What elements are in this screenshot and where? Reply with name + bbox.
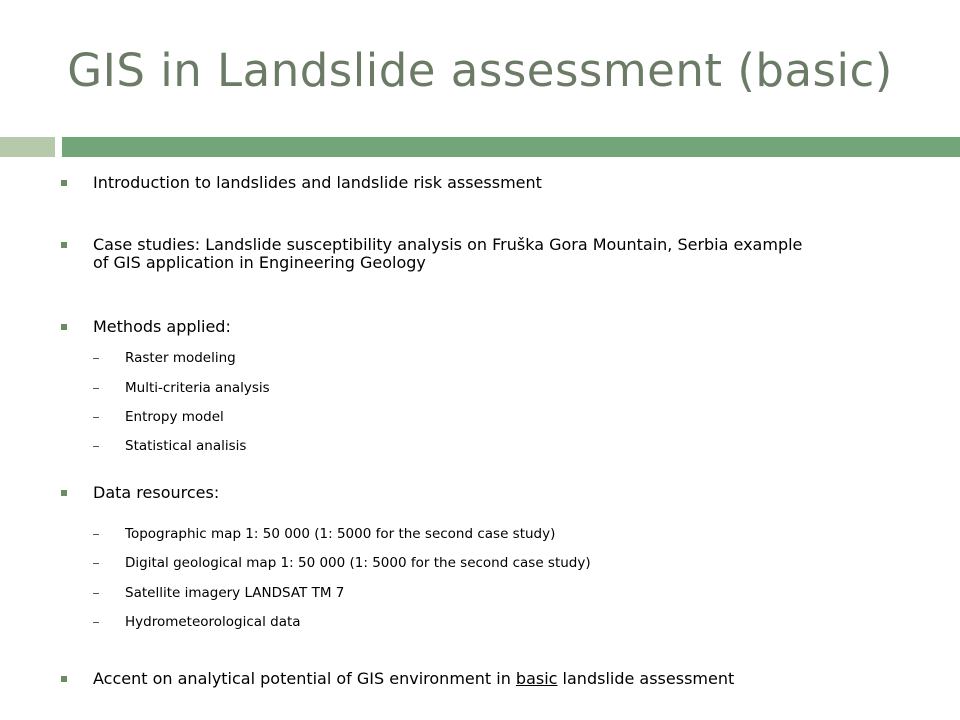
- bullet-methods-applied: Methods applied:: [93, 317, 231, 336]
- sub-item-raster-modeling: Raster modeling: [125, 350, 236, 366]
- accent-text-after: landslide assessment: [557, 669, 735, 688]
- dash-bullet-icon: [93, 388, 99, 389]
- dash-bullet-icon: [93, 622, 99, 623]
- square-bullet-icon: [61, 490, 67, 496]
- bullet-data-resources: Data resources:: [93, 483, 220, 502]
- dash-bullet-icon: [93, 593, 99, 594]
- sub-item-geological-map: Digital geological map 1: 50 000 (1: 5000 for the second case study): [125, 555, 591, 571]
- sub-item-topographic-map: Topographic map 1: 50 000 (1: 5000 for the second case study): [125, 526, 556, 542]
- sub-item-multi-criteria: Multi-criteria analysis: [125, 380, 270, 396]
- square-bullet-icon: [61, 324, 67, 330]
- sub-item-entropy-model: Entropy model: [125, 409, 224, 425]
- accent-text-before: Accent on analytical potential of GIS environment in: [93, 669, 516, 688]
- bullet-introduction: Introduction to landslides and landslide risk assessment: [93, 173, 542, 192]
- sub-item-hydrometeorological: Hydrometeorological data: [125, 614, 301, 630]
- bullet-case-studies-line2: of GIS application in Engineering Geology: [93, 253, 426, 272]
- dash-bullet-icon: [93, 358, 99, 359]
- dash-bullet-icon: [93, 417, 99, 418]
- accent-text-underlined: basic: [515, 669, 558, 688]
- sub-item-satellite-imagery: Satellite imagery LANDSAT TM 7: [125, 585, 345, 601]
- square-bullet-icon: [61, 676, 67, 682]
- dash-bullet-icon: [93, 534, 99, 535]
- bullet-case-studies-line1: Case studies: Landslide susceptibility analysis on Fruška Gora Mountain, Serbia example: [93, 235, 803, 254]
- square-bullet-icon: [61, 180, 67, 186]
- sub-item-statistical-analisis: Statistical analisis: [125, 438, 247, 454]
- slide-title: GIS in Landslide assessment (basic): [67, 44, 893, 97]
- dash-bullet-icon: [93, 563, 99, 564]
- bullet-accent-on-gis: [93, 670, 923, 688]
- square-bullet-icon: [61, 242, 67, 248]
- dash-bullet-icon: [93, 446, 99, 447]
